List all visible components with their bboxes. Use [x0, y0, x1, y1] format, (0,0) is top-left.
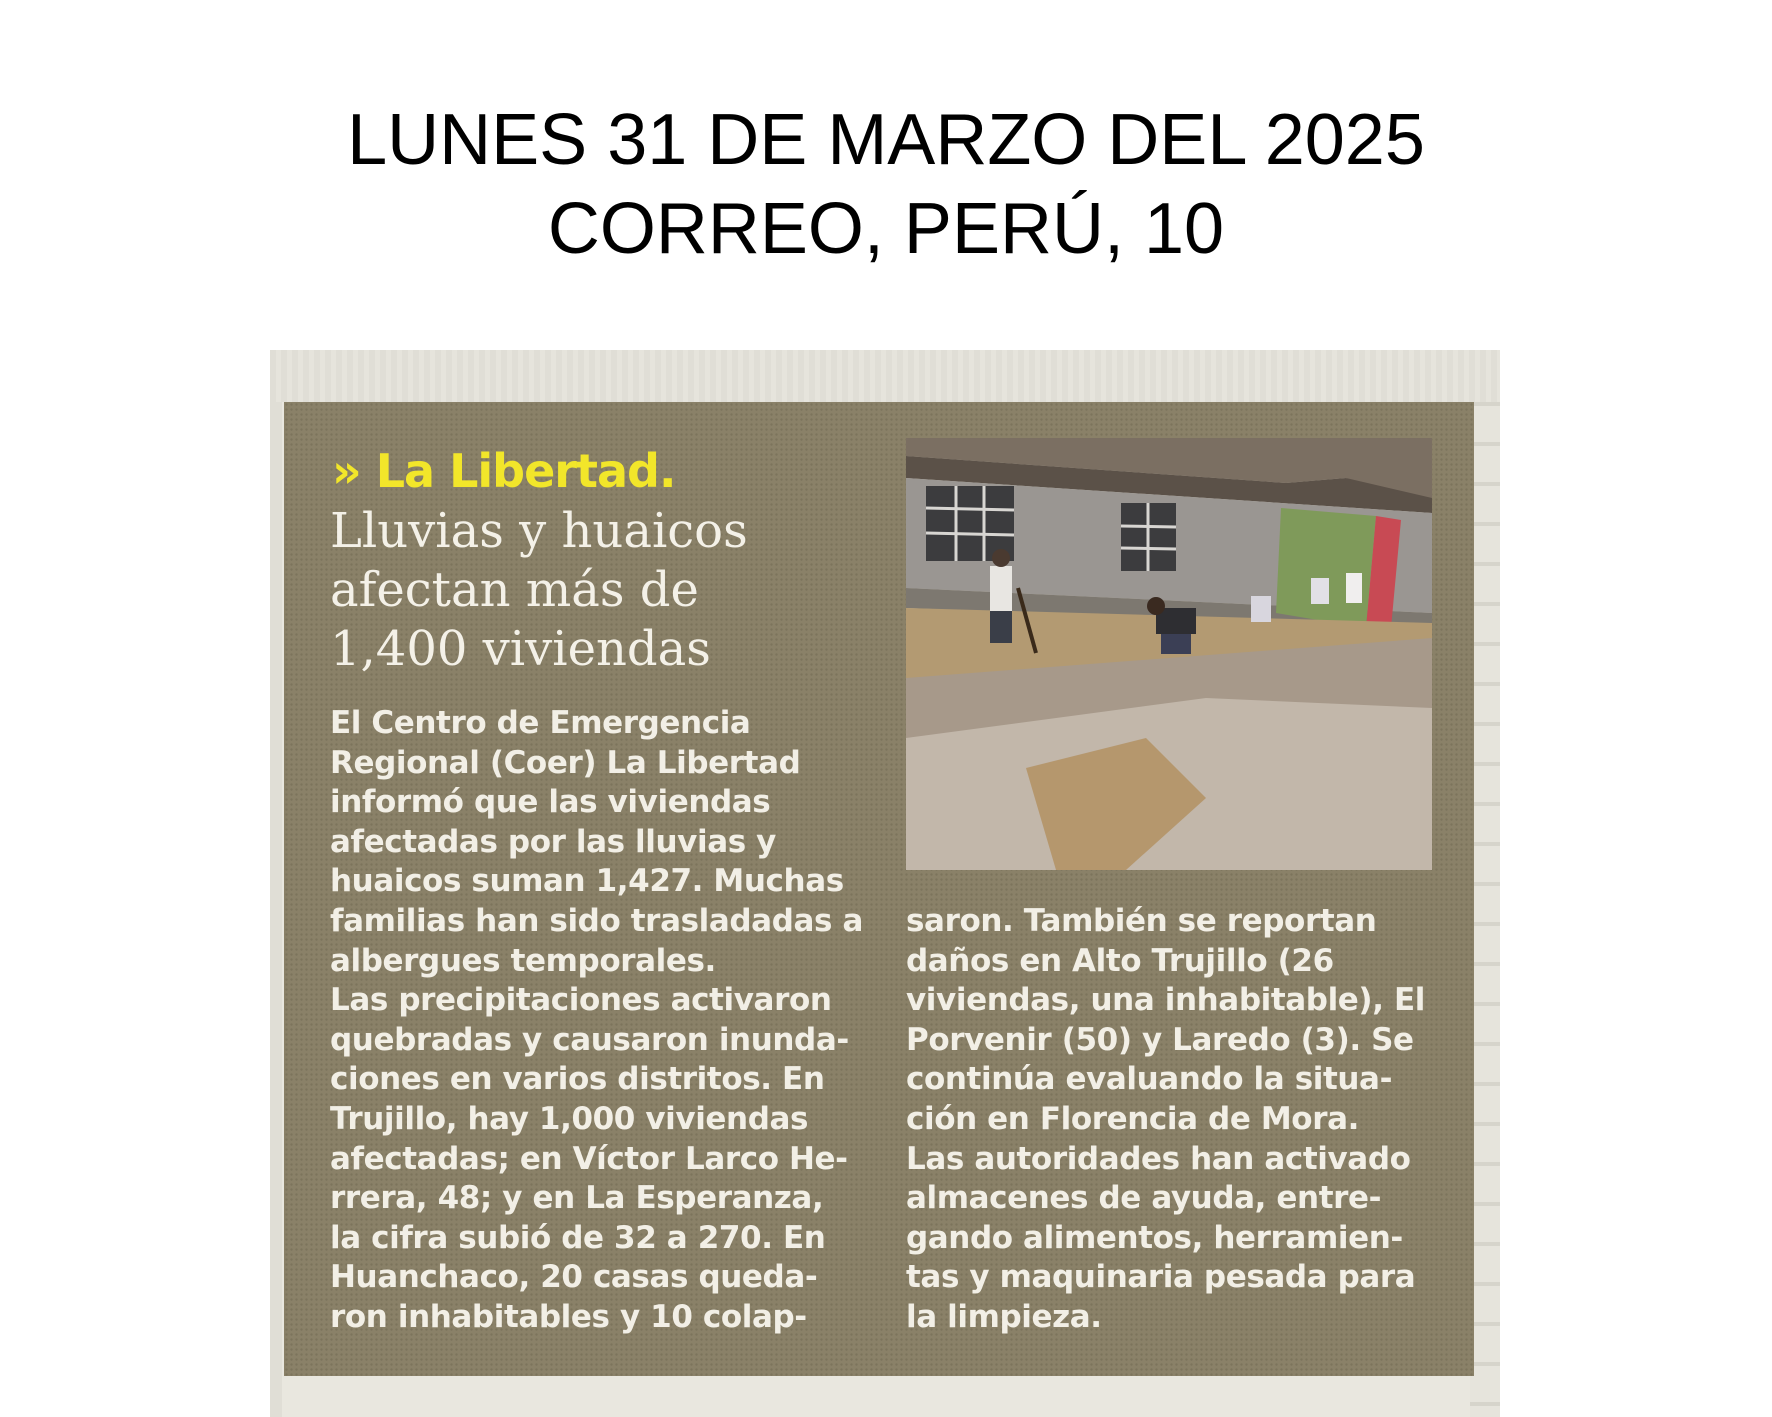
adjacent-article-fragment	[270, 350, 1500, 402]
body-line: Regional (Coer) La Libertad	[330, 744, 801, 781]
body-line: informó que las viviendas	[330, 784, 771, 821]
adjacent-article-fragment	[1470, 402, 1500, 1417]
body-line: daños en Alto Trujillo (26	[906, 942, 1334, 979]
body-line: almacenes de ayuda, entre-	[906, 1180, 1382, 1217]
body-line: Las precipitaciones activaron	[330, 982, 832, 1019]
body-line: tas y maquinaria pesada para	[906, 1259, 1416, 1296]
body-line: Huanchaco, 20 casas queda-	[330, 1259, 818, 1296]
headline-line: Lluvias y huaicos	[330, 503, 748, 559]
body-line: ciones en varios distritos. En	[330, 1061, 825, 1098]
body-line: huaicos suman 1,427. Muchas	[330, 863, 844, 900]
body-line: Las autoridades han activado	[906, 1140, 1411, 1177]
flooded-street-photo	[906, 438, 1432, 870]
body-line: la cifra subió de 32 a 270. En	[330, 1219, 826, 1256]
body-line: gando alimentos, herramien-	[906, 1219, 1403, 1256]
body-line: Trujillo, hay 1,000 viviendas	[330, 1100, 809, 1137]
headline-line: afectan más de	[330, 562, 699, 618]
body-line: quebradas y causaron inunda-	[330, 1021, 849, 1058]
body-line: viviendas, una inhabitable), El	[906, 982, 1425, 1019]
article-photo	[906, 438, 1432, 870]
article-body-right-column	[906, 902, 1446, 1338]
body-line: la limpieza.	[906, 1298, 1102, 1335]
article-body-left-column	[330, 704, 870, 1338]
body-line: El Centro de Emergencia	[330, 705, 751, 741]
source-line: CORREO, PERÚ, 10	[547, 189, 1225, 269]
body-line: rrera, 48; y en La Esperanza,	[330, 1180, 824, 1217]
body-line: continúa evaluando la situa-	[906, 1061, 1393, 1098]
body-line: Porvenir (50) y Laredo (3). Se	[906, 1021, 1414, 1058]
article-headline	[330, 502, 850, 679]
article-kicker: » La Libertad.	[332, 444, 676, 498]
body-line: afectadas por las lluvias y	[330, 823, 776, 860]
body-line: afectadas; en Víctor Larco He-	[330, 1140, 848, 1177]
body-line: familias han sido trasladadas a	[330, 902, 863, 939]
date-line: LUNES 31 DE MARZO DEL 2025	[347, 100, 1425, 180]
body-line: albergues temporales.	[330, 942, 716, 979]
body-line: ción en Florencia de Mora.	[906, 1100, 1359, 1137]
news-article	[284, 402, 1474, 1376]
adjacent-article-fragment	[270, 402, 282, 1417]
body-line: saron. También se reportan	[906, 903, 1377, 939]
headline-line: 1,400 viviendas	[330, 621, 711, 677]
body-line: ron inhabitables y 10 colap-	[330, 1298, 807, 1335]
